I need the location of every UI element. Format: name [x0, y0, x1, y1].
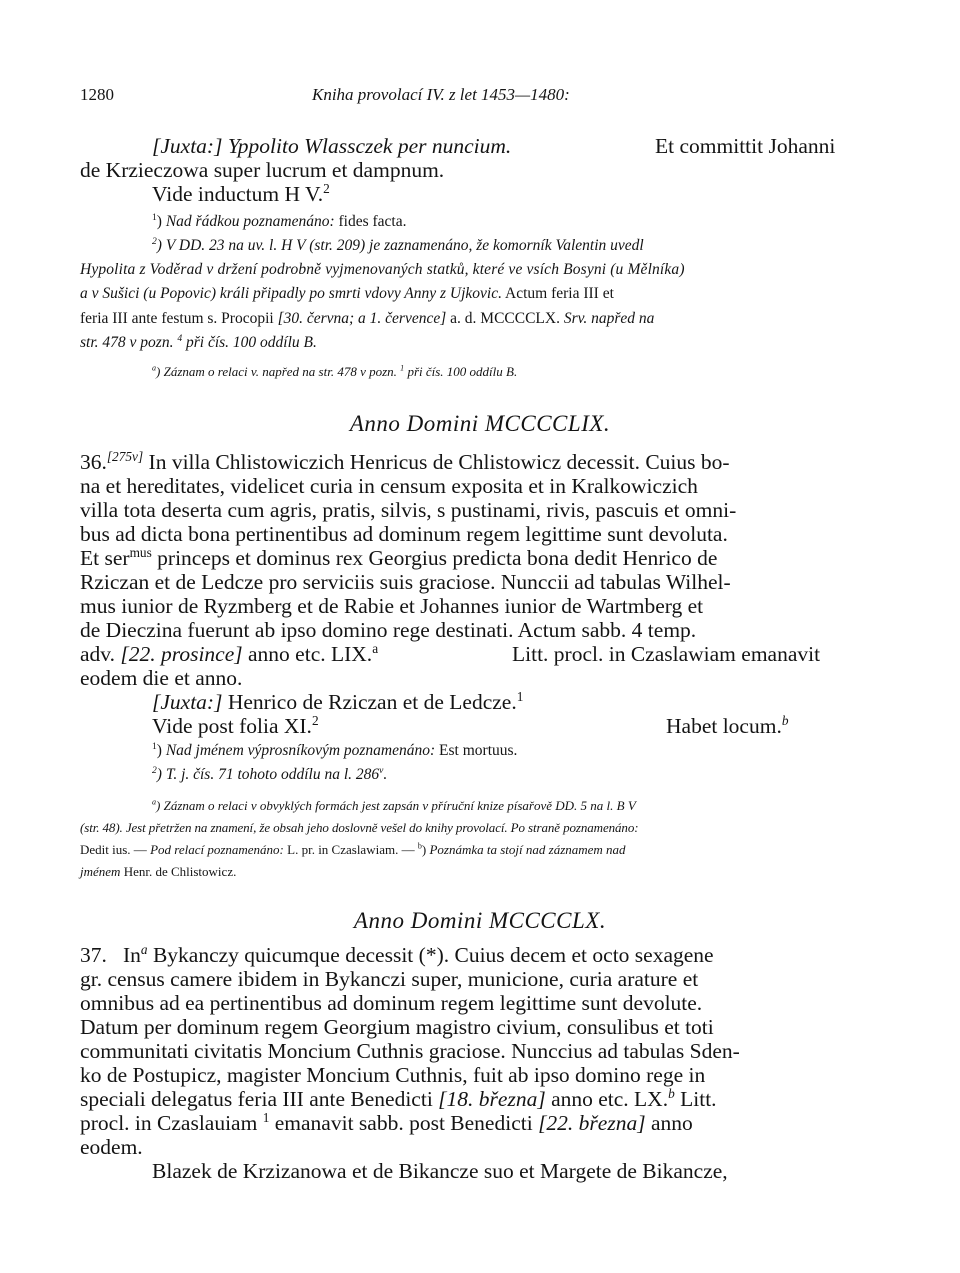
entry-36-line-right: Habet locum.$^b$ [666, 712, 789, 738]
entry-37-line: Blazek de Krzizanowa et de Bikancze suo et Margete de Bikancze, [152, 1159, 728, 1183]
footnote: $^2$) V DD. 23 na uv. l. H V (str. 209) je zaznamenáno, že komorník Valentin uvedl [152, 235, 644, 254]
footnote-line: Hypolita z Voděrad v držení podrobně vyjmenovaných statků, které ve vsích Bosyni (u Mělníka) [80, 261, 685, 278]
footnote-line: feria III ante festum s. Procopii [30. června; a 1. července] a. d. MCCCCLX. Srv. napřed na [80, 310, 655, 327]
footnote: $^1$) Nad řádkou poznamenáno: fides facta. [152, 211, 407, 230]
section-heading: Anno Domini MCCCCLX. [353, 908, 607, 933]
footnote-a: $^a$) Záznam o relaci v obvyklých formách jest zapsán v příruční knize písařově DD. 5 na l. B V [152, 797, 636, 813]
footnote-line: (str. 48). Jest přetržen na znamení, že obsah jeho doslovně vešel do knihy provolací. Po straně poznamenáno: [80, 820, 639, 835]
footnote-line: Dedit ius. — Pod relací poznamenáno: L. pr. in Czaslawiam. — $^b$) Poznámka ta stojí nad záznamem nad [80, 841, 626, 857]
entry-37-line: speciali delegatus feria III ante Benedicti [18. března] anno etc. LX.$^b$ Litt. [80, 1085, 717, 1111]
folio-mark: [275v] [106, 448, 144, 464]
entry-36-line-right: Litt. procl. in Czaslawiam emanavit [512, 642, 821, 666]
entry-37-line: gr. census camere ibidem in Bykanczi super, municione, curia arature et [80, 967, 699, 991]
entry-number: 37. [80, 943, 107, 967]
entry-36-line: na et hereditates, videlicet curia in censum exposita et in Kralkowiczich [80, 474, 698, 498]
entry-36-line: Rziczan et de Ledcze pro serviciis suis graciose. Nunccii ad tabulas Wilhel- [80, 570, 731, 594]
entry-37-line: Datum per dominum regem Georgium magistro civium, consulibus et toti [80, 1015, 714, 1039]
entry-37-line: communitati civitatis Moncium Cuthnis graciose. Nunccius ad tabulas Sden- [80, 1039, 740, 1063]
running-title: Kniha provolací IV. z let 1453—1480: [312, 85, 570, 104]
entry-line: Vide inductum H V.$^2$ [152, 180, 330, 206]
entry-36-line: [Juxta:] Henrico de Rziczan et de Ledcze.$^1$ [152, 688, 524, 714]
entry-36-line: mus iunior de Ryzmberg et de Rabie et Johannes iunior de Wartmberg et [80, 594, 704, 618]
entry-37-line: ko de Postupicz, magister Moncium Cuthnis, fuit ab ipso domino rege in [80, 1063, 706, 1087]
entry-36-line: Vide post folia XI.$^2$ [152, 712, 319, 738]
entry-36-line: 36.[275v] In villa Chlistowiczich Henricus de Chlistowicz decessit. Cuius bo- [80, 448, 730, 474]
entry-number: 36. [80, 450, 107, 474]
footnote-line: a v Sušici (u Popovic) králi připadly po smrti vdovy Anny z Ujkovic. Actum feria III et [80, 285, 614, 302]
page-number: 1280 [80, 85, 114, 104]
entry-37-line: eodem. [80, 1135, 143, 1159]
entry-line-right: Et committit Johanni [655, 134, 836, 158]
entry-36-line: villa tota deserta cum agris, pratis, silvis, s pustinami, rivis, pascuis et omni- [80, 498, 737, 522]
entry-line: de Krzieczowa super lucrum et dampnum. [80, 158, 445, 182]
entry-37-line: 37. In$^a$ Bykanczy quicumque decessit (*). Cuius decem et octo sexagene [80, 941, 714, 967]
entry-37-line: procl. in Czaslauiam $^1$ emanavit sabb. post Benedicti [22. března] anno [80, 1109, 693, 1135]
entry-36-line: eodem die et anno. [80, 666, 243, 690]
entry-36-line: Et ser$^{mus}$ princeps et dominus rex Georgius predicta bona dedit Henrico de [80, 544, 718, 570]
entry-36-line: bus ad dicta bona pertinentibus ad dominum regem legittime sunt devoluta. [80, 522, 728, 546]
footnote: $^2$) T. j. čís. 71 tohoto oddílu na l. 286$^v$. [152, 764, 388, 783]
entry-line: [Juxta:] Yppolito Wlassczek per nuncium. [152, 134, 512, 158]
entry-36-line: de Dieczina fuerunt ab ipso domino rege destinati. Actum sabb. 4 temp. [80, 618, 697, 642]
footnote-a: $^a$) Záznam o relaci v. napřed na str. 478 v pozn. $^1$ při čís. 100 oddílu B. [152, 363, 518, 379]
entry-36-line: adv. [22. prosince] anno etc. LIX.$^a$ [80, 640, 379, 666]
footnote-line: jménem Henr. de Chlistowicz. [80, 864, 237, 879]
section-heading: Anno Domini MCCCCLIX. [349, 411, 611, 436]
footnote-line: str. 478 v pozn. $^4$ při čís. 100 oddílu B. [80, 332, 317, 351]
entry-37-line: omnibus ad ea pertinentibus ad dominum regem legittime sunt devolute. [80, 991, 703, 1015]
footnote: $^1$) Nad jménem výprosníkovým poznamenáno: Est mortuus. [152, 740, 518, 759]
